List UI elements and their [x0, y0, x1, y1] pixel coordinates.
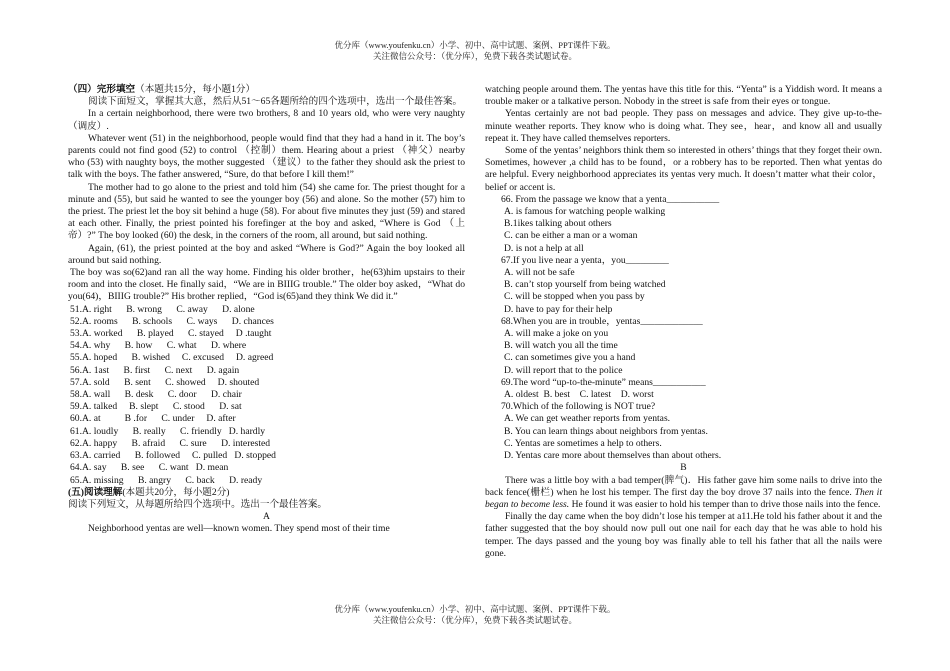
question-option: C. Yentas are sometimes a help to others.: [504, 437, 662, 449]
cloze-option-line: 51.A. right B. wrong C. away D. alone: [70, 303, 255, 315]
cloze-option-line: 63.A. carried B. followed C. pulled D. stopped: [70, 450, 276, 462]
cloze-option-line: 59.A. talked B. slept C. stood D. sat: [70, 401, 242, 413]
cloze-option-line: 53.A. worked B. played C. stayed D .taught: [70, 328, 272, 340]
cloze-instruction: 阅读下面短文，掌握其大意，然后从51～65各题所给的四个选项中，选出一个最佳答案。: [88, 96, 463, 108]
passage-a-paragraph: Yentas certainly are not bad people. They pass on messages and advice. They give up-to-the-minute weather reports. They know who is doing what. They see，hear，and know all and usually repeat it. They have called themselves reporters.: [485, 108, 882, 144]
question-stem: 70.Which of the following is NOT true?: [501, 401, 656, 413]
cloze-paragraph: Again, (61), the priest pointed at the boy and asked “Where is God?” Again the boy looked all around but said nothing.: [68, 242, 465, 266]
cloze-option-line: 64.A. say B. see C. want D. mean: [70, 462, 229, 474]
question-option: C. can be either a man or a woman: [504, 230, 638, 242]
cloze-option-line: 57.A. sold B. sent C. showed D. shouted: [70, 376, 260, 388]
footer-line-1: 优分库（www.youfenku.cn）小学、初中、高中试题、案例、PPT课件下载。: [334, 604, 616, 614]
question-option: D. Yentas care more about themselves than about others.: [504, 450, 722, 462]
cloze-option-line: 52.A. rooms B. schools C. ways D. chances: [70, 315, 274, 327]
question-option: B. can’t stop yourself from being watched: [504, 279, 666, 291]
passage-b-text: He found it was easier to hold his temper than to drive those nails into the fence.: [569, 498, 881, 510]
passage-b-italic-text: Then it began to become less.: [485, 486, 882, 510]
passage-b-paragraph: [485, 475, 882, 512]
reading-title-note: (本题共20分，每小题2分): [122, 486, 230, 498]
question-option: B. You can learn things about neighbors from yentas.: [504, 425, 708, 437]
question-option: D. is not a help at all: [504, 242, 584, 254]
cloze-option-line: 61.A. loudly B. really C. friendly D. hardly: [70, 425, 266, 437]
reading-instruction: 阅读下列短文，从每题所给四个选项中。选出一个最佳答案。: [68, 498, 328, 510]
question-option: B. will watch you all the time: [504, 340, 618, 352]
reading-heading: [68, 487, 465, 499]
passage-a-paragraph-part: Neighborhood yentas are well—known women. They spend most of their time: [88, 523, 390, 535]
cloze-option-line: 54.A. why B. how C. what D. where: [70, 340, 247, 352]
passage-b-text: There was a little boy with a bad temper(脾气)．His father gave him some nails to drive into the back fence(栅栏) when he lost his temper. The first day the boy drove 37 nails into the fence.: [485, 474, 882, 498]
page-footer: [0, 604, 950, 626]
cloze-option-line: 65.A. missing B. angry C. back D. ready: [70, 474, 263, 486]
question-option: A. We can get weather reports from yentas.: [504, 413, 671, 425]
question-option: A. is famous for watching people walking: [504, 206, 666, 218]
question-stem: 69.The word “up-to-the-minute” means___________: [501, 376, 706, 388]
question-option: D. will report that to the police: [504, 364, 623, 376]
cloze-paragraph: The boy was so(62)and ran all the way home. Finding his older brother，he(63)him upstairs to their room and into the closet. He finally said，“We are in BIIIG trouble.” The older boy asked，“What do you(64)，BIIIG trouble?” His brother replied，“God is(65)and they think We did it.”: [68, 267, 465, 303]
cloze-option-line: 62.A. happy B. afraid C. sure D. interested: [70, 437, 271, 449]
reading-title: (五)阅读理解: [68, 486, 123, 498]
header-line-2: 关注微信公众号：（优分库），免费下载各类试题试卷。: [372, 51, 577, 61]
question-stem: 66. From the passage we know that a yenta___________: [501, 193, 720, 205]
cloze-option-line: 58.A. wall B. desk C. door D. chair: [70, 389, 242, 401]
header-line-1: 优分库（www.youfenku.cn）小学、初中、高中试题、案例、PPT课件下载。: [334, 40, 616, 50]
cloze-option-line: 56.A. 1ast B. first C. next D. again: [70, 364, 240, 376]
question-option: A. will not be safe: [504, 267, 575, 279]
passage-b-paragraph: [485, 511, 882, 560]
cloze-paragraph: The mother had to go alone to the priest and told him (54) she came for. The priest thought for a minute and (55), but said he wanted to see the younger boy (56) and alone. So the mother (57) him to the priest. The priest let the boy sit behind a huge (58). For about five minutes they just (59) and stared at each other. Finally, the priest pointed his forefinger at the boy and asked, “Where is God （上帝）?” The boy looked (60) the desk, in the corners of the room, all around, but said nothing.: [68, 181, 465, 242]
passage-a-paragraph: watching people around them. The yentas have this title for this. “Yenta” is a Yiddish word. It means a trouble maker or a talkative person. Nobody in the street is safe from their eyes or tongue.: [485, 84, 882, 108]
passage-a-paragraph: Some of the yentas’ neighbors think them so interested in others’ things that they forget their own. Sometimes, however ,a child has to be found，or a robbery has to be reported. Then what yentas do are helpful. Every neighborhood appreciates its yentas very much. It doesn’t matter what their color，belief or accent is.: [485, 145, 882, 193]
question-option: C. can sometimes give you a hand: [504, 352, 636, 364]
right-column: [485, 84, 882, 560]
cloze-option-line: 55.A. hoped B. wished C. excused D. agreed: [70, 352, 274, 364]
cloze-title-note: （本题共15分，每小题1分）: [135, 84, 256, 95]
passage-b-label: B: [680, 462, 687, 474]
cloze-paragraph: In a certain neighborhood, there were two brothers, 8 and 10 years old, who were very naughty（调皮）.: [68, 108, 465, 132]
question-option: B.1ikes talking about others: [504, 218, 612, 230]
question-stem: 68.When you are in trouble，yentas_____________: [501, 315, 703, 327]
passage-b-text: Finally the day came when the boy didn’t lose his temper at a11.He told his father about it and the father suggested that the boy should now pull out one nail for each day that he was able to hold his temper. The days passed and the young boy was finally able to tell his father that all the nails were gone.: [485, 511, 882, 559]
footer-line-2: 关注微信公众号：（优分库），免费下载各类试题试卷。: [372, 615, 577, 625]
question-option: C. will be stopped when you pass by: [504, 291, 645, 303]
left-column: [68, 84, 465, 536]
question-option: A. oldest B. best C. latest D. worst: [504, 389, 654, 401]
question-option: A. will make a joke on you: [504, 328, 609, 340]
passage-a-label: A: [263, 511, 270, 523]
cloze-heading: [68, 84, 465, 96]
question-stem: 67.If you live near a yenta，you_________: [501, 254, 669, 266]
cloze-option-line: 60.A. at B .for C. under D. after: [70, 413, 236, 425]
cloze-title: （四）完形填空: [68, 84, 136, 95]
page-header: [0, 40, 950, 62]
question-option: D. have to pay for their help: [504, 303, 613, 315]
cloze-paragraph: Whatever went (51) in the neighborhood, people would find that they had a hand in it. The boy’s parents could not find good (52) to control （控制）them. Hearing about a priest （神父）nearby who (53) with naughty boys, the mother suggested （建议）to the father they should ask the priest to talk with the boys. The father answered, “Sure, do that before I kill them!”: [68, 132, 465, 181]
